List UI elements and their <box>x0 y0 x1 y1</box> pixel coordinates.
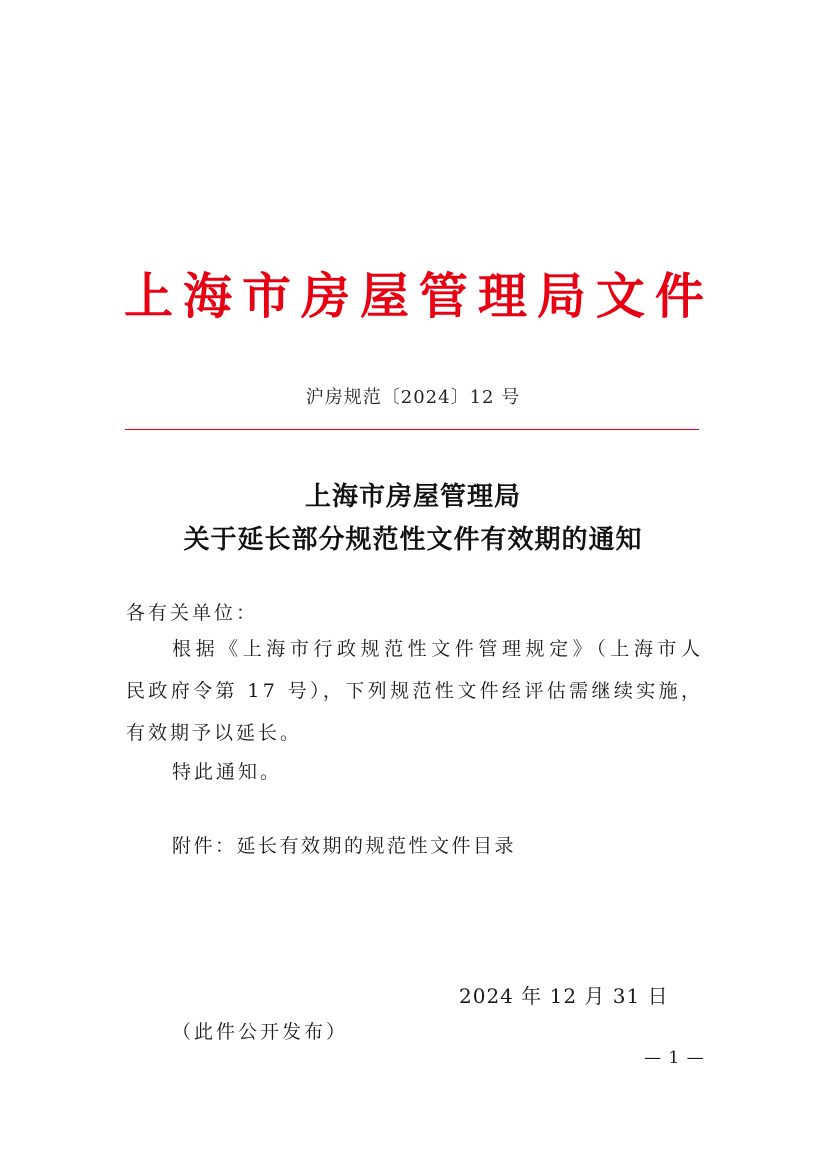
body-line-2-text: 民政府令第 17 号），下列规范性文件经评估需继续实施， <box>126 680 704 702</box>
issuer-title-char: 屋 <box>359 266 409 325</box>
issuer-title-char: 局 <box>536 266 586 325</box>
body-line-2 <box>126 670 704 712</box>
red-divider-line <box>125 429 699 430</box>
disclosure-note: （此件公开发布） <box>172 1021 349 1043</box>
issue-date: 2024 年 12 月 31 日 <box>459 984 669 1008</box>
notice-title-line-2: 关于延长部分规范性文件有效期的通知 <box>183 525 643 555</box>
issuer-title-char: 房 <box>300 266 350 325</box>
body-paragraph <box>126 628 705 754</box>
document-number: 沪房规范〔2024〕12 号 <box>305 387 521 408</box>
body-line-3 <box>126 712 700 754</box>
issuer-title-char: 上 <box>124 266 174 325</box>
body-line-1-text: 根据《上海市行政规范性文件管理规定》（上海市人 <box>172 638 705 660</box>
notice-title-line-1: 上海市房屋管理局 <box>304 482 521 512</box>
issuer-title <box>124 258 704 334</box>
issuer-title-char: 管 <box>418 266 468 325</box>
issuer-title-char: 海 <box>182 266 232 325</box>
issuer-title-char: 市 <box>241 266 291 325</box>
salutation: 各有关单位： <box>126 602 259 624</box>
issuer-title-char: 文 <box>595 266 645 325</box>
body-line-3-text: 有效期予以延长。 <box>126 722 303 744</box>
issuer-title-char: 件 <box>654 266 704 325</box>
issuer-title-char: 理 <box>477 266 527 325</box>
closing-text: 特此通知。 <box>172 761 283 783</box>
attachment-note: 附件：延长有效期的规范性文件目录 <box>172 835 517 857</box>
page-number: — 1 — <box>644 1048 705 1068</box>
body-line-1 <box>126 628 705 670</box>
